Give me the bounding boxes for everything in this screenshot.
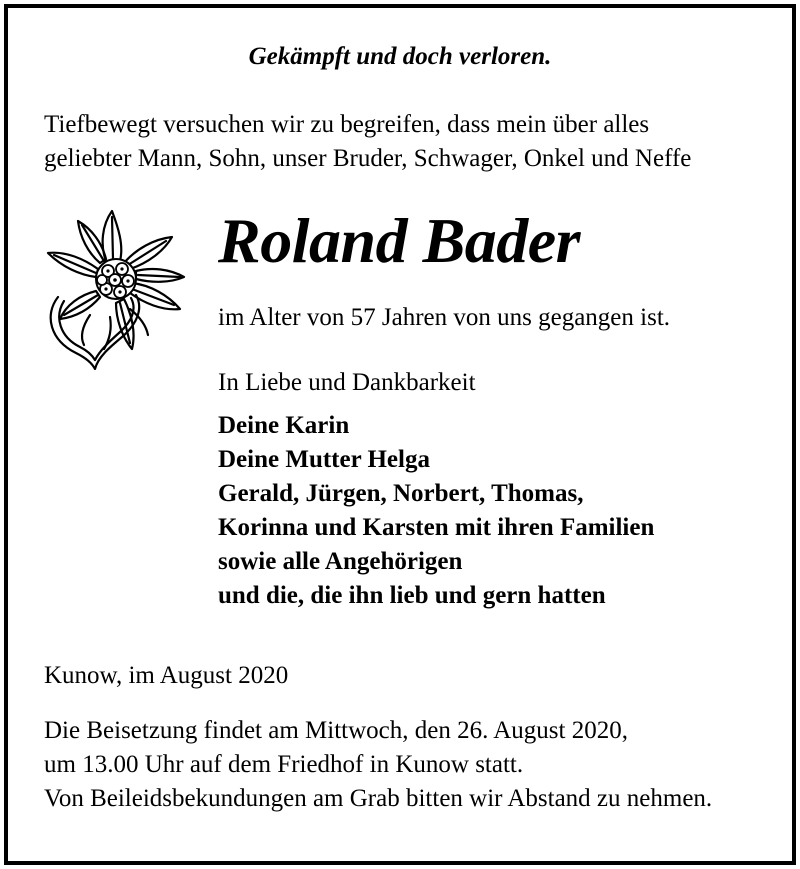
funeral-line: Die Beisetzung findet am Mittwoch, den 26. August 2020, — [44, 717, 628, 744]
mourner-line: Deine Karin — [218, 412, 350, 439]
intro-line: Tiefbewegt versuchen wir zu begreifen, dass mein über alles — [44, 111, 650, 138]
mourner-line: Korinna und Karsten mit ihren Familien — [218, 514, 655, 541]
mourners-list — [218, 409, 654, 613]
mourner-line: sowie alle Angehörigen — [218, 548, 463, 575]
mourner-line: Gerald, Jürgen, Norbert, Thomas, — [218, 480, 584, 507]
intro-text — [44, 108, 774, 176]
funeral-line: Von Beileidsbekundungen am Grab bitten wir Abstand zu nehmen. — [44, 785, 713, 812]
notice-motto: Gekämpft und doch verloren. — [248, 43, 552, 70]
intro-line: geliebter Mann, Sohn, unser Bruder, Schwager, Onkel und Neffe — [44, 145, 692, 172]
dedication-line: In Liebe und Dankbarkeit — [218, 369, 476, 396]
funeral-line: um 13.00 Uhr auf dem Friedhof in Kunow statt. — [44, 751, 524, 778]
funeral-info — [44, 714, 712, 816]
deceased-name: Roland Bader — [218, 205, 581, 276]
place-date: Kunow, im August 2020 — [44, 662, 289, 689]
age-line: im Alter von 57 Jahren von uns gegangen ist. — [218, 304, 671, 331]
edelweiss-heart-icon — [40, 205, 190, 370]
mourner-line: Deine Mutter Helga — [218, 446, 430, 473]
mourner-line: und die, die ihn lieb und gern hatten — [218, 582, 606, 609]
